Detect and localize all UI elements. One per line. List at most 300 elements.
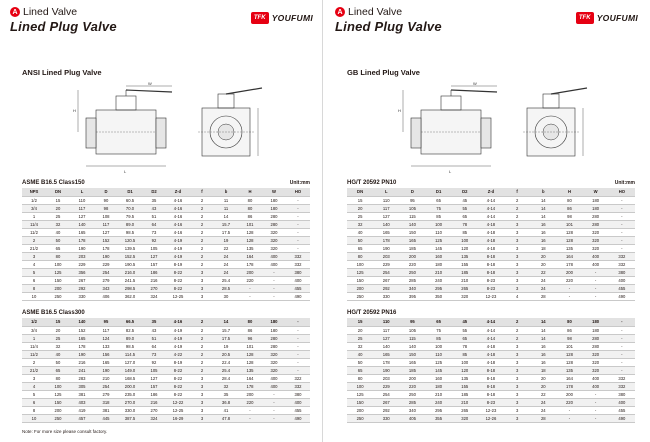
- table-cell: 50: [46, 359, 70, 367]
- table-cell: 270: [142, 407, 166, 415]
- header-category: Lined Valve: [23, 6, 78, 18]
- table-cell: 5: [22, 269, 46, 277]
- table-cell: 114.5: [118, 351, 142, 359]
- table-row: [347, 205, 635, 213]
- table-cell: 90: [94, 197, 118, 205]
- table-cell: 4: [504, 293, 530, 301]
- table-cell: 210: [426, 269, 452, 277]
- table-cell: 101: [238, 221, 262, 229]
- table-cell: 28: [530, 293, 556, 301]
- table-cell: 320: [262, 367, 286, 375]
- spec-table-class300: [22, 318, 310, 423]
- column-header: D: [399, 188, 425, 197]
- table-cell: -: [262, 285, 286, 293]
- table-cell: 65: [347, 245, 373, 253]
- table-cell: 55: [452, 327, 478, 335]
- table-cell: -: [556, 285, 582, 293]
- table-cell: 8-18: [478, 391, 504, 399]
- table-cell: 128: [556, 359, 582, 367]
- table-cell: 3: [190, 383, 214, 391]
- table-cell: 3: [190, 285, 214, 293]
- table-cell: 185: [399, 245, 425, 253]
- table-cell: 25.4: [214, 367, 238, 375]
- spec-table-pn10: [347, 188, 635, 301]
- column-header: 65: [426, 318, 452, 327]
- column-header: 80: [238, 318, 262, 327]
- table-cell: -: [286, 335, 310, 343]
- table-cell: 128: [238, 237, 262, 245]
- table-cell: 65: [46, 245, 70, 253]
- table-cell: 3: [504, 277, 530, 285]
- table-cell: 403: [70, 399, 94, 407]
- table-cell: 8-18: [478, 383, 504, 391]
- column-header: b: [214, 188, 238, 197]
- table-cell: 265: [452, 407, 478, 415]
- table-cell: 350: [426, 293, 452, 301]
- table-cell: 65: [46, 367, 70, 375]
- table-cell: 200: [556, 269, 582, 277]
- table-cell: 362.0: [118, 293, 142, 301]
- table-cell: 4-19: [166, 343, 190, 351]
- table-cell: 11/4: [22, 343, 46, 351]
- table-cell: 92: [142, 237, 166, 245]
- stem-housing-shape: [116, 96, 136, 110]
- table-cell: 21/2: [22, 245, 46, 253]
- table-cell: 3: [504, 253, 530, 261]
- column-header: b: [530, 188, 556, 197]
- table-cell: -: [262, 415, 286, 423]
- column-header: H: [238, 188, 262, 197]
- table-cell: 50: [347, 237, 373, 245]
- column-header: 15: [46, 318, 70, 327]
- table-cell: 250: [347, 415, 373, 423]
- table-cell: 100: [46, 383, 70, 391]
- table-cell: 8: [22, 285, 46, 293]
- table-cell: 140: [70, 221, 94, 229]
- table-cell: 127: [373, 335, 399, 343]
- table-cell: 10: [22, 415, 46, 423]
- table-row: [22, 351, 310, 359]
- table-cell: -: [609, 343, 635, 351]
- table-cell: 32: [347, 343, 373, 351]
- table-cell: 73: [142, 229, 166, 237]
- table-cell: 332: [609, 261, 635, 269]
- table-cell: 216: [70, 359, 94, 367]
- table-cell: 200: [46, 407, 70, 415]
- table-cell: 400: [262, 383, 286, 391]
- table-row: [22, 237, 310, 245]
- table-cell: 220: [556, 277, 582, 285]
- table-cell: 254: [373, 391, 399, 399]
- table-cell: 16: [530, 343, 556, 351]
- table-cell: 40: [347, 229, 373, 237]
- table-cell: 165: [399, 237, 425, 245]
- table-cell: -: [238, 415, 262, 423]
- table1-caption-row: [22, 180, 310, 186]
- table-cell: -: [609, 359, 635, 367]
- table-cell: 124: [94, 335, 118, 343]
- table-cell: 320: [262, 237, 286, 245]
- column-header: D: [94, 188, 118, 197]
- table-cell: 24: [530, 399, 556, 407]
- table-cell: -: [583, 391, 609, 399]
- table-cell: 85: [426, 335, 452, 343]
- table-cell: 235.0: [118, 391, 142, 399]
- table-cell: 180: [262, 197, 286, 205]
- table-cell: 80: [347, 253, 373, 261]
- table-row: [22, 335, 310, 343]
- table-cell: -: [286, 351, 310, 359]
- table-row: [22, 205, 310, 213]
- table-cell: 105: [142, 367, 166, 375]
- table-cell: 3: [190, 375, 214, 383]
- table-cell: -: [609, 213, 635, 221]
- column-header: HO: [609, 188, 635, 197]
- table-cell: 305: [70, 383, 94, 391]
- table-cell: 16: [530, 229, 556, 237]
- table-cell: 60.5: [118, 197, 142, 205]
- table-cell: -: [609, 237, 635, 245]
- table-cell: 100: [347, 261, 373, 269]
- side-view-lever-shape: [551, 88, 587, 94]
- table-cell: 3: [504, 261, 530, 269]
- table-cell: 332: [286, 261, 310, 269]
- table-cell: 332: [286, 253, 310, 261]
- table-cell: 400: [262, 375, 286, 383]
- table-row: [347, 277, 635, 285]
- table-cell: 203: [373, 253, 399, 261]
- table-cell: 280: [583, 213, 609, 221]
- table-cell: 490: [286, 415, 310, 423]
- table-cell: 455: [286, 285, 310, 293]
- table-cell: 320: [583, 237, 609, 245]
- footnote: Note: For more size please consult factory.: [22, 429, 108, 434]
- table-cell: 128: [556, 237, 582, 245]
- table-cell: 2: [504, 327, 530, 335]
- table-cell: 15: [46, 197, 70, 205]
- table-cell: 330.0: [118, 407, 142, 415]
- table-cell: 279: [94, 277, 118, 285]
- table2-caption: HG/T 20592 PN16: [347, 310, 397, 316]
- table-cell: 110: [70, 197, 94, 205]
- table-cell: -: [238, 293, 262, 301]
- table-cell: 3: [504, 343, 530, 351]
- table-cell: 11: [214, 205, 238, 213]
- table-cell: 3: [504, 391, 530, 399]
- stem-housing-shape: [441, 96, 461, 110]
- table-cell: -: [262, 399, 286, 407]
- table-cell: 180: [426, 383, 452, 391]
- table-cell: 11: [214, 197, 238, 205]
- table-cell: 3: [504, 375, 530, 383]
- table-cell: 3: [190, 293, 214, 301]
- table-cell: -: [286, 245, 310, 253]
- table-cell: -: [238, 285, 262, 293]
- table-cell: 240: [426, 399, 452, 407]
- table-cell: 155: [452, 383, 478, 391]
- table-cell: 18: [530, 367, 556, 375]
- table-cell: 2: [190, 213, 214, 221]
- table-cell: 229: [70, 261, 94, 269]
- table-cell: 16: [530, 221, 556, 229]
- table-cell: -: [262, 407, 286, 415]
- table-cell: 250: [347, 293, 373, 301]
- flange-right-shape: [156, 118, 166, 148]
- table-cell: 150: [347, 277, 373, 285]
- table-cell: 457: [70, 415, 94, 423]
- column-header: NPS: [22, 188, 46, 197]
- table-cell: 419: [70, 407, 94, 415]
- table-cell: 8-18: [478, 269, 504, 277]
- table-cell: 445: [94, 415, 118, 423]
- spec-table-pn16: [347, 318, 635, 423]
- table-row: [347, 213, 635, 221]
- table-cell: -: [609, 197, 635, 205]
- table-cell: -: [286, 237, 310, 245]
- lever-handle-shape: [126, 90, 172, 92]
- table-cell: 285: [399, 399, 425, 407]
- table-cell: 98.5: [118, 229, 142, 237]
- table-row: [347, 229, 635, 237]
- table-cell: 8-22: [166, 269, 190, 277]
- table-cell: 8: [22, 407, 46, 415]
- table-cell: 6: [22, 399, 46, 407]
- side-view-stem-shape: [543, 94, 559, 108]
- table-cell: 330: [70, 293, 94, 301]
- table-cell: 320: [262, 229, 286, 237]
- table-cell: 165: [70, 335, 94, 343]
- table-cell: -: [583, 415, 609, 423]
- table-cell: 2: [190, 367, 214, 375]
- table-cell: 4-18: [478, 343, 504, 351]
- table-cell: 135: [238, 367, 262, 375]
- table-cell: 8-22: [166, 367, 190, 375]
- table-cell: 210: [452, 277, 478, 285]
- table-cell: 80: [347, 375, 373, 383]
- table-cell: 96: [238, 335, 262, 343]
- table-cell: -: [262, 293, 286, 301]
- table-cell: 65: [347, 367, 373, 375]
- table-cell: 165: [373, 351, 399, 359]
- table-cell: 20: [530, 383, 556, 391]
- table-cell: 40: [46, 229, 70, 237]
- table-cell: 3: [504, 367, 530, 375]
- table-cell: 4-18: [478, 229, 504, 237]
- table-cell: 210: [452, 399, 478, 407]
- table-cell: 400: [583, 261, 609, 269]
- table-cell: 280: [262, 335, 286, 343]
- table-cell: 17.5: [214, 229, 238, 237]
- table-cell: 82.5: [118, 327, 142, 335]
- table-cell: -: [286, 343, 310, 351]
- table-cell: 3: [504, 383, 530, 391]
- table-cell: 160: [426, 375, 452, 383]
- table-cell: 43: [142, 205, 166, 213]
- table-cell: 250: [46, 415, 70, 423]
- brand-name: YOUFUMI: [596, 13, 638, 23]
- table-cell: 490: [609, 293, 635, 301]
- table-cell: 128: [238, 359, 262, 367]
- table-cell: 8-22: [166, 277, 190, 285]
- table1-caption-row: [347, 180, 635, 186]
- table-cell: 135: [452, 253, 478, 261]
- table-row: [347, 367, 635, 375]
- table-cell: -: [286, 205, 310, 213]
- table-cell: 85: [426, 213, 452, 221]
- table-cell: 4-16: [166, 221, 190, 229]
- table-cell: 100: [426, 221, 452, 229]
- table-cell: 120.5: [118, 237, 142, 245]
- table-cell: -: [583, 269, 609, 277]
- table-cell: 400: [583, 383, 609, 391]
- table-cell: 15: [347, 197, 373, 205]
- table-cell: 155: [452, 261, 478, 269]
- header-category: Lined Valve: [348, 6, 403, 18]
- column-header: 35: [142, 318, 166, 327]
- table-cell: -: [609, 367, 635, 375]
- table-row: [22, 213, 310, 221]
- table-cell: 3: [190, 399, 214, 407]
- table-header-row: [347, 318, 635, 327]
- table-cell: 1: [22, 213, 46, 221]
- table-cell: 128: [556, 351, 582, 359]
- table-cell: 80: [46, 253, 70, 261]
- table-cell: 186: [142, 391, 166, 399]
- table-cell: -: [286, 221, 310, 229]
- table-cell: 100: [452, 237, 478, 245]
- table-cell: -: [583, 285, 609, 293]
- table-cell: 190: [94, 367, 118, 375]
- table-cell: 332: [609, 383, 635, 391]
- table-cell: 101: [556, 221, 582, 229]
- table-cell: 254: [94, 269, 118, 277]
- table-cell: -: [262, 277, 286, 285]
- table-cell: 406: [94, 293, 118, 301]
- table-cell: 3: [504, 221, 530, 229]
- table-cell: 100: [426, 343, 452, 351]
- table-cell: 295: [426, 285, 452, 293]
- table1-caption: ASME B16.5 Class150: [22, 180, 85, 186]
- table-row: [22, 399, 310, 407]
- table-cell: -: [286, 367, 310, 375]
- table-cell: 11/4: [22, 221, 46, 229]
- table-cell: 25: [46, 213, 70, 221]
- table-cell: 86: [238, 327, 262, 335]
- table-cell: 4-18: [478, 351, 504, 359]
- table-cell: 267: [70, 277, 94, 285]
- table-cell: 70.0: [118, 205, 142, 213]
- table-row: [22, 391, 310, 399]
- table-cell: 14: [214, 213, 238, 221]
- table-cell: 180: [583, 197, 609, 205]
- table-cell: 2: [504, 205, 530, 213]
- table-cell: 2: [22, 359, 46, 367]
- table-cell: 4-16: [166, 229, 190, 237]
- table-cell: 32: [46, 221, 70, 229]
- column-header: 4-14: [478, 318, 504, 327]
- table-cell: 15.7: [214, 327, 238, 335]
- table-cell: 32: [347, 221, 373, 229]
- table-cell: 110: [373, 197, 399, 205]
- dimension-l-label: L: [449, 169, 452, 174]
- table-cell: 320: [583, 359, 609, 367]
- table-cell: 4-14: [478, 197, 504, 205]
- table2-caption-row: [347, 310, 635, 316]
- brand-logo: [576, 12, 638, 24]
- table-cell: 78: [452, 221, 478, 229]
- table-cell: 4-19: [166, 237, 190, 245]
- column-header: D2: [452, 188, 478, 197]
- table-cell: 20: [46, 327, 70, 335]
- table-cell: 86: [556, 327, 582, 335]
- table-cell: 3: [22, 253, 46, 261]
- table-cell: 3: [504, 407, 530, 415]
- table-cell: 3: [504, 359, 530, 367]
- column-header: H: [556, 188, 582, 197]
- table-cell: 24: [530, 407, 556, 415]
- table-cell: 40: [347, 351, 373, 359]
- valve-drawings: [347, 82, 637, 178]
- table-cell: 4-19: [166, 245, 190, 253]
- table-cell: 14: [530, 335, 556, 343]
- table-cell: 65: [426, 197, 452, 205]
- table-cell: 332: [286, 383, 310, 391]
- column-header: 2: [504, 318, 530, 327]
- table-cell: 50: [46, 237, 70, 245]
- table-row: [22, 293, 310, 301]
- table-cell: 125: [46, 269, 70, 277]
- table-cell: 20: [530, 253, 556, 261]
- side-view-stem-shape: [218, 94, 234, 108]
- table-cell: 12-25: [166, 293, 190, 301]
- table-cell: 22: [530, 391, 556, 399]
- series-title: GB Lined Plug Valve: [347, 68, 420, 77]
- table-cell: -: [556, 407, 582, 415]
- table-cell: 190: [94, 253, 118, 261]
- table-cell: 40: [46, 351, 70, 359]
- table-cell: 210: [94, 375, 118, 383]
- table-cell: 229: [373, 383, 399, 391]
- lever-handle-shape: [451, 90, 497, 92]
- table-cell: 160: [426, 253, 452, 261]
- table-cell: 185: [399, 367, 425, 375]
- table-cell: 164: [238, 253, 262, 261]
- table-cell: 140: [399, 343, 425, 351]
- table-cell: 20: [46, 205, 70, 213]
- table-cell: 2: [190, 229, 214, 237]
- table-cell: 135: [556, 367, 582, 375]
- table-cell: 254: [94, 383, 118, 391]
- table-cell: 22: [214, 245, 238, 253]
- table-cell: 98: [94, 205, 118, 213]
- table-row: [347, 269, 635, 277]
- table-cell: 117: [373, 327, 399, 335]
- table-cell: -: [583, 399, 609, 407]
- table-cell: 2: [190, 359, 214, 367]
- table-cell: 14: [530, 213, 556, 221]
- table-cell: 254: [373, 269, 399, 277]
- table-cell: 210: [426, 391, 452, 399]
- table-cell: 332: [609, 375, 635, 383]
- table-cell: 127: [142, 253, 166, 261]
- table-cell: 12-22: [166, 399, 190, 407]
- table-cell: 4-19: [166, 335, 190, 343]
- table-cell: 490: [609, 415, 635, 423]
- table-cell: 395: [399, 293, 425, 301]
- table-cell: 4-18: [478, 237, 504, 245]
- table-cell: 89.0: [118, 221, 142, 229]
- table-cell: 343: [94, 285, 118, 293]
